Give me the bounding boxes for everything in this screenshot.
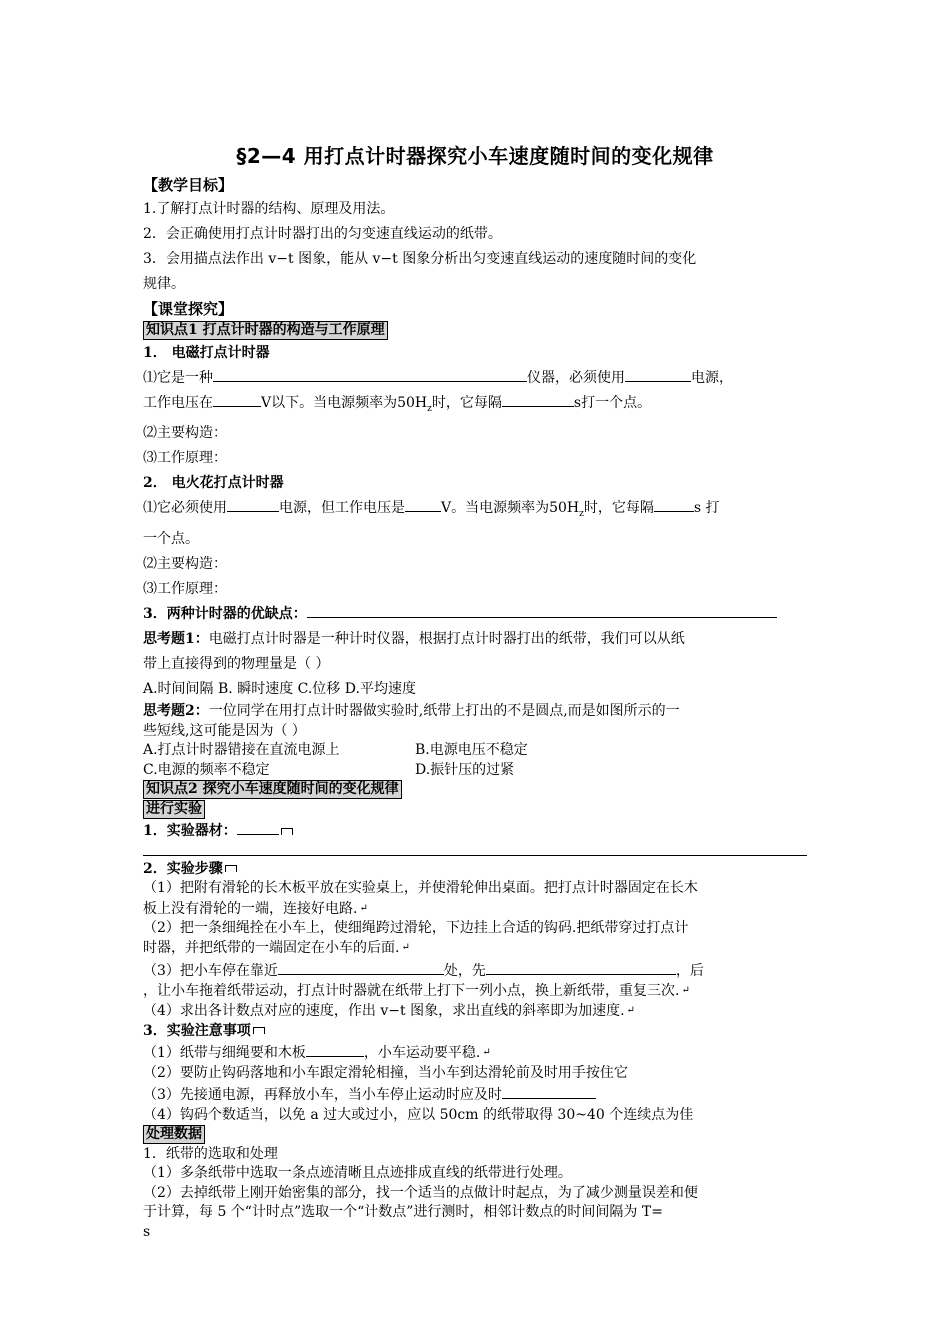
step-4: （4）求出各计数点对应的速度，作出 v−t 图象，求出直线的斜率即为加速度. [143,1003,625,1020]
s1-text: s打一个点。 [573,394,652,411]
objectives-heading: 【教学目标】 [143,176,234,194]
note1-blank[interactable] [306,1041,364,1057]
materials-rule [143,842,807,856]
objective-2: 2．会正确使用打点计时器打出的匀变速直线运动的纸带。 [143,226,502,242]
s2-structure: ⑵主要构造： [143,556,227,573]
notes-title: 3．实验注意事项 [143,1022,251,1039]
step-3: 处，先 [443,962,486,979]
step-1: （1）把附有滑轮的长木板平放在实验桌上，并使滑轮伸出桌面。把打点计时器固定在长木 [143,880,698,897]
s1-principle: ⑶工作原理： [143,450,227,467]
question-2-text: 一位同学在用打点计时器做实验时,纸带上打出的不是圆点,而是如图所示的一 [208,703,680,720]
instrument-blank[interactable] [213,366,527,382]
s2-text: s 打 [693,500,720,517]
note-4: （4）钩码个数适当，以免 a 过大或过小，应以 50cm 的纸带取得 30~40 个连续点为佳 [143,1106,694,1123]
s2-principle: ⑶工作原理： [143,581,227,598]
question-1-text-cont: 带上直接得到的物理量是（ ） [143,656,330,673]
power-type-blank-2[interactable] [227,496,279,512]
document-page [143,140,807,1242]
tape-selection-2-cont: 于计算，每 5 个“计时点”选取一个“计数点”进行测时，相邻计数点的时间间隔为 T= [143,1204,663,1221]
s1-text: ⑴它是一种 [143,369,213,386]
experiment-label: 进行实验 [143,800,205,819]
return-mark-icon: ↵ [681,985,690,997]
q2-option-c: C.电源的频率不稳定 [143,761,270,778]
interval-blank-2[interactable] [654,496,694,512]
steps-title: 2．实验步骤 [143,860,223,877]
step-3-cont: ，让小车拖着纸带运动，打点计时器就在纸带上打下一列小点，换上新纸带，重复三次. [143,982,680,999]
step-3: （3）把小车停在靠近 [143,962,278,979]
section-2-title: 2． 电火花打点计时器 [143,475,284,492]
s2-text: 时，它每隔 [583,500,654,517]
step3-near-blank[interactable] [278,959,444,975]
return-mark-icon: ↵ [626,1005,635,1017]
step-3: ，后 [675,962,704,979]
s1-text: 工作电压在 [143,394,213,411]
step-2: （2）把一条细绳拴在小车上，使细绳跨过滑轮，下边挂上合适的钩码.把纸带穿过打点计 [143,919,689,936]
question-1-options: A.时间间隔 B. 瞬时速度 C.位移 D.平均速度 [143,681,416,698]
knowledge-point-1: 知识点1 打点计时器的构造与工作原理 [143,321,388,340]
objective-3: 3．会用描点法作出 v−t 图象，能从 v−t 图象分析出匀变速直线运动的速度随时间的变化 [143,251,697,267]
question-1-text: 电磁打点计时器是一种计时仪器，根据打点计时器打出的纸带，我们可以从纸 [208,631,685,648]
explore-heading: 【课堂探究】 [143,300,234,318]
q2-option-d: D.振针压的过紧 [415,761,515,778]
tape-selection-1: （1）多条纸带中选取一条点迹清晰且点迹排成直线的纸带进行处理。 [143,1165,572,1182]
s1-text: V以下。当电源频率为50H [261,394,428,411]
voltage-blank-2[interactable] [405,496,441,512]
s2-cont: 一个点。 [143,531,199,548]
data-processing-label: 处理数据 [143,1125,205,1144]
s1-text: 仪器，必须使用 [527,369,625,386]
pros-cons-blank[interactable] [307,602,777,618]
objective-1: 1.了解打点计时器的结构、原理及用法。 [143,201,395,217]
question-2-text-cont: 些短线,这可能是因为（ ） [143,722,306,739]
question-1-label: 思考题1： [143,631,209,648]
s1-text: 时，它每隔 [431,394,502,411]
note3-blank[interactable] [502,1083,596,1099]
interval-blank[interactable] [502,391,574,407]
note-3: （3）先接通电源，再释放小车，当小车停止运动时应及时 [143,1087,502,1104]
s2-text: ⑴它必须使用 [143,500,227,517]
return-mark-icon: ↵ [359,902,368,914]
power-type-blank[interactable] [625,366,691,382]
tape-selection-2: （2）去掉纸带上刚开始密集的部分，找一个适当的点做计时起点，为了减少测量误差和便 [143,1184,698,1201]
q2-option-a: A.打点计时器错接在直流电源上 [143,742,340,759]
tape-selection-2-unit: s [143,1223,151,1240]
step3-first-blank[interactable] [486,959,676,975]
return-mark-icon: ↵ [401,942,410,954]
q2-option-b: B.电源电压不稳定 [415,742,528,759]
hz-subscript: z [579,509,584,520]
tape-selection-title: 1．纸带的选取和处理 [143,1145,278,1162]
note-1: ，小车运动要平稳. [363,1045,481,1062]
question-2-label: 思考题2： [143,703,209,720]
knowledge-point-2: 知识点2 探究小车速度随时间的变化规律 [143,780,402,799]
step-2-cont: 时器，并把纸带的一端固定在小车的后面. [143,940,400,957]
return-mark-icon [225,865,237,872]
return-mark-icon [253,1027,265,1034]
s1-structure: ⑵主要构造： [143,425,227,442]
materials-title: 1．实验器材： [143,823,237,840]
note-1: （1）纸带与细绳要和木板 [143,1045,306,1062]
page-title: §2—4 用打点计时器探究小车速度随时间的变化规律 [236,144,714,168]
step-1-cont: 板上没有滑轮的一端，连接好电路. [143,900,358,917]
hz-subscript: z [427,403,432,414]
objective-3-cont: 规律。 [143,276,185,292]
s2-text: V。当电源频率为50H [441,500,580,517]
voltage-blank[interactable] [213,391,261,407]
s1-text: 电源， [691,369,733,386]
s2-text: 电源，但工作电压是 [279,500,405,517]
return-mark-icon: ↵ [482,1047,491,1059]
materials-blank[interactable] [237,819,279,835]
section-3-title: 3．两种计时器的优缺点： [143,606,307,623]
return-mark-icon [281,828,293,835]
note-2: （2）要防止钩码落地和小车跟定滑轮相撞，当小车到达滑轮前及时用手按住它 [143,1064,628,1081]
section-1-title: 1． 电磁打点计时器 [143,344,270,361]
